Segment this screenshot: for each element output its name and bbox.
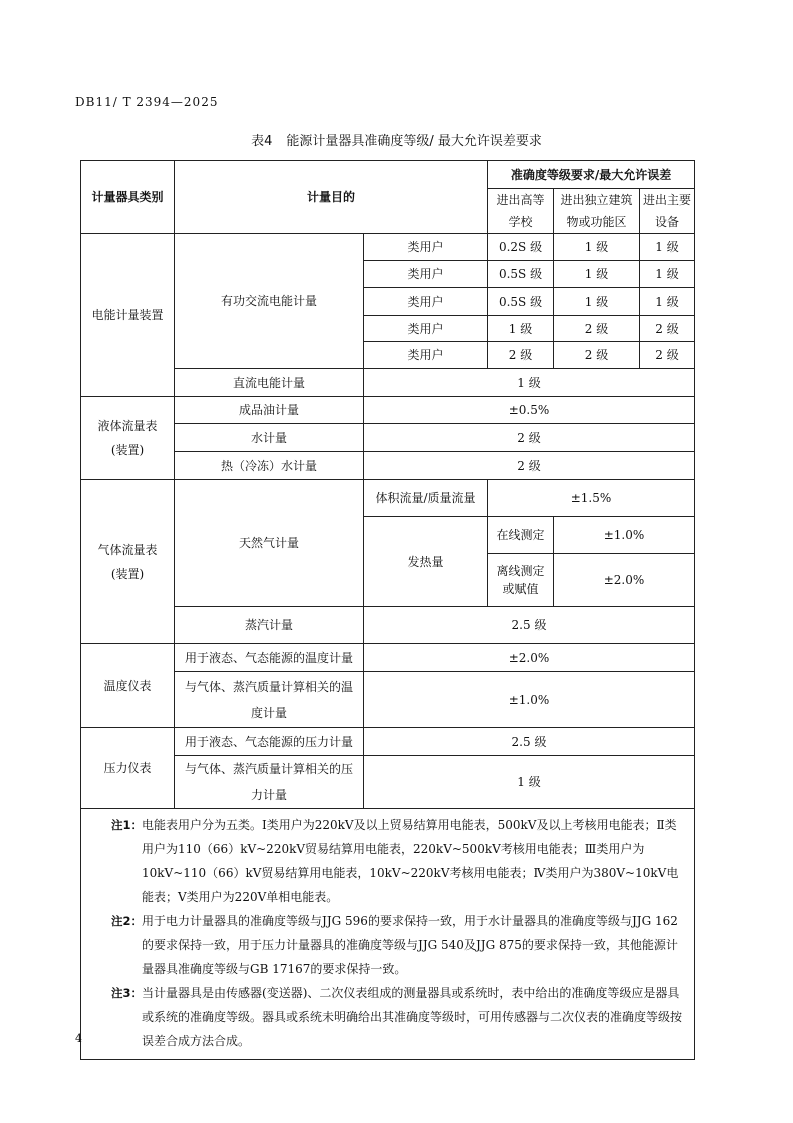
- heat-value-label: 发热量: [364, 517, 488, 607]
- value-cell: 1 级: [364, 369, 695, 397]
- value-cell: 2 级: [364, 424, 695, 452]
- online-label: 在线测定: [488, 517, 554, 554]
- category-electric: 电能计量装置: [81, 234, 175, 397]
- note-1: [111, 813, 682, 909]
- header-category: 计量器具类别: [81, 161, 175, 234]
- purpose-ac-energy: 有功交流电能计量: [175, 234, 364, 369]
- category-gas: 气体流量表 (装置): [81, 480, 175, 644]
- purpose-hot-water: 热（冷冻）水计量: [175, 452, 364, 480]
- header-col-equipment: 进出主要设备: [640, 189, 695, 234]
- value-cell: 1 级: [640, 234, 695, 261]
- value-cell: 2.5 级: [364, 728, 695, 756]
- note-3: [111, 981, 682, 1053]
- value-cell: ±1.0%: [364, 672, 695, 728]
- header-col-building: 进出独立建筑物或功能区: [554, 189, 640, 234]
- volume-flow-label: 体积流量/质量流量: [364, 480, 488, 517]
- purpose-pressure-2: 与气体、蒸汽质量计算相关的压 力计量: [175, 756, 364, 809]
- note-text: 用于电力计量器具的准确度等级与JJG 596的要求保持一致，用于水计量器具的准确度等级与JJG 162的要求保持一致，用于压力计量器具的准确度等级与JJG 540及JJG 875的要求保持一致，其他能源计量器具准确度等级与GB 17167的要求保持一致。: [142, 914, 678, 976]
- purpose-oil: 成品油计量: [175, 397, 364, 424]
- value-cell: ±2.0%: [364, 644, 695, 672]
- value-cell: 1 级: [640, 288, 695, 316]
- user-class: 类用户: [364, 342, 488, 369]
- value-cell: ±1.5%: [488, 480, 695, 517]
- header-purpose: 计量目的: [175, 161, 488, 234]
- value-cell: 1 级: [554, 288, 640, 316]
- offline-label: 离线测定 或赋值: [488, 554, 554, 607]
- value-cell: 2 级: [554, 316, 640, 342]
- purpose-pressure-1: 用于液态、气态能源的压力计量: [175, 728, 364, 756]
- purpose-steam: 蒸汽计量: [175, 607, 364, 644]
- value-cell: 2 级: [640, 316, 695, 342]
- standard-code: DB11/ T 2394—2025: [75, 95, 219, 109]
- value-cell: 1 级: [554, 261, 640, 288]
- value-cell: ±0.5%: [364, 397, 695, 424]
- header-requirement: 准确度等级要求/最大允许误差: [488, 161, 695, 189]
- note-label: 注1：: [111, 818, 143, 832]
- value-cell: 0.5S 级: [488, 288, 554, 316]
- user-class: 类用户: [364, 261, 488, 288]
- accuracy-table: [80, 160, 695, 1060]
- note-label: 注3：: [111, 986, 143, 1000]
- purpose-temp-2: 与气体、蒸汽质量计算相关的温 度计量: [175, 672, 364, 728]
- notes-cell: [81, 809, 695, 1060]
- category-liquid: 液体流量表 (装置): [81, 397, 175, 480]
- table-caption: [0, 130, 793, 149]
- category-pressure: 压力仪表: [81, 728, 175, 809]
- value-cell: 2.5 级: [364, 607, 695, 644]
- purpose-temp-1: 用于液态、气态能源的温度计量: [175, 644, 364, 672]
- user-class: 类用户: [364, 288, 488, 316]
- note-2: [111, 909, 682, 981]
- value-cell: 1 级: [488, 316, 554, 342]
- header-col-university: 进出高等学校: [488, 189, 554, 234]
- value-cell: ±1.0%: [554, 517, 695, 554]
- purpose-natural-gas: 天然气计量: [175, 480, 364, 607]
- note-label: 注2：: [111, 914, 143, 928]
- table-number: 表4: [251, 134, 273, 149]
- value-cell: ±2.0%: [554, 554, 695, 607]
- value-cell: 1 级: [364, 756, 695, 809]
- value-cell: 0.5S 级: [488, 261, 554, 288]
- value-cell: 2 级: [488, 342, 554, 369]
- value-cell: 1 级: [640, 261, 695, 288]
- table-title: 能源计量器具准确度等级/ 最大允许误差要求: [286, 134, 542, 149]
- page-number: 4: [75, 1032, 82, 1045]
- value-cell: 1 级: [554, 234, 640, 261]
- note-text: 电能表用户分为五类。Ⅰ类用户为220kV及以上贸易结算用电能表，500kV及以上考核用电能表；Ⅱ类用户为110（66）kV~220kV贸易结算用电能表，220kV~500kV考核用电能表；Ⅲ类用户为10kV~110（66）kV贸易结算用电能表，10kV~220kV考核用电能表；Ⅳ类用户为380V~10kV电能表；Ⅴ类用户为220V单相电能表。: [142, 818, 679, 904]
- purpose-water: 水计量: [175, 424, 364, 452]
- note-text: 当计量器具是由传感器(变送器)、二次仪表组成的测量器具或系统时，表中给出的准确度等级应是器具或系统的准确度等级。器具或系统未明确给出其准确度等级时，可用传感器与二次仪表的准确度等级按误差合成方法合成。: [142, 986, 683, 1048]
- value-cell: 2 级: [640, 342, 695, 369]
- purpose-dc-energy: 直流电能计量: [175, 369, 364, 397]
- category-temperature: 温度仪表: [81, 644, 175, 728]
- value-cell: 0.2S 级: [488, 234, 554, 261]
- user-class: 类用户: [364, 234, 488, 261]
- user-class: 类用户: [364, 316, 488, 342]
- value-cell: 2 级: [554, 342, 640, 369]
- value-cell: 2 级: [364, 452, 695, 480]
